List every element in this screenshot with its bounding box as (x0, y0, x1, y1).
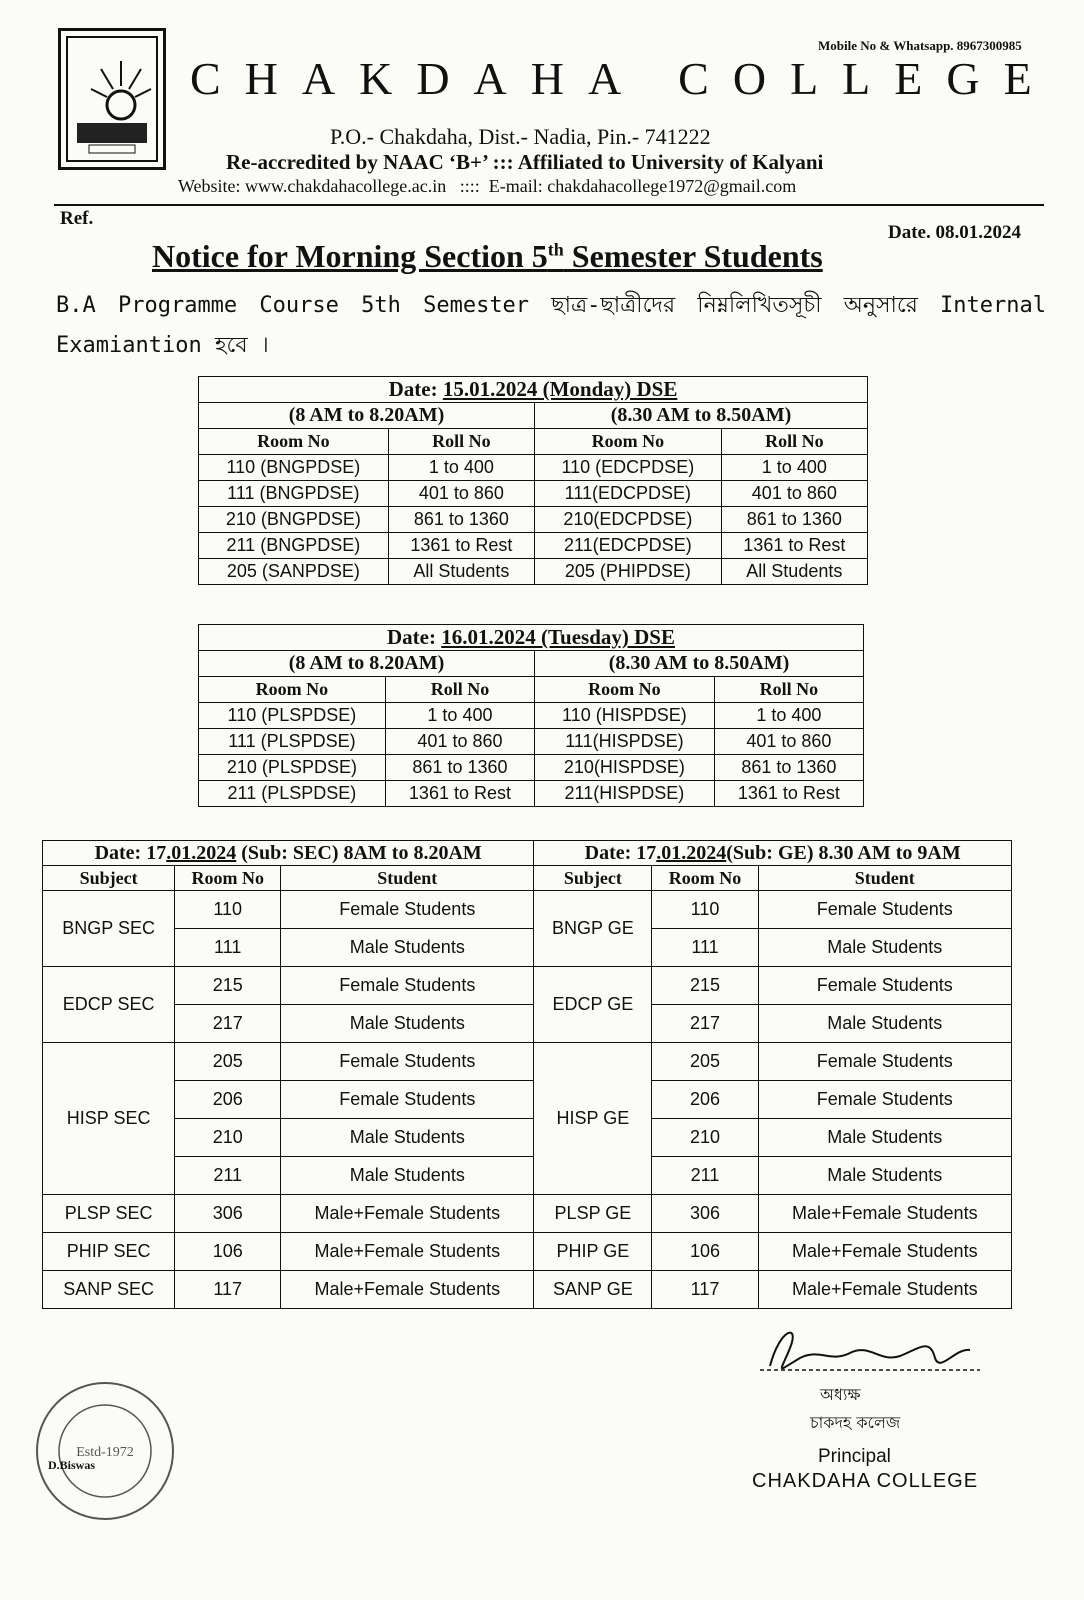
col-room: Room No (199, 677, 386, 703)
room-cell: 211 (175, 1157, 281, 1195)
room-cell: 111 (BNGPDSE) (199, 481, 389, 507)
table2-date: Date: 16.01.2024 (Tuesday) DSE (199, 625, 864, 651)
table-row (43, 1043, 1012, 1081)
room-cell: 111(EDCPDSE) (535, 481, 722, 507)
room-cell: 111 (PLSPDSE) (199, 729, 386, 755)
dse-table-2 (198, 624, 864, 807)
room-cell: 210 (PLSPDSE) (199, 755, 386, 781)
table-row (199, 481, 868, 507)
room-cell: 110 (652, 891, 758, 929)
roll-cell: 1361 to Rest (385, 781, 534, 807)
table-row (43, 1233, 1012, 1271)
room-cell: 306 (652, 1195, 758, 1233)
room-cell: 110 (PLSPDSE) (199, 703, 386, 729)
student-cell: Male Students (281, 1157, 534, 1195)
student-cell: Male Students (758, 1119, 1011, 1157)
roll-cell: All Students (721, 559, 867, 585)
room-cell: 206 (175, 1081, 281, 1119)
table-row (43, 1157, 1012, 1195)
roll-cell: 401 to 860 (385, 729, 534, 755)
ge-header: Date: 17.01.2024(Sub: GE) 8.30 AM to 9AM (534, 841, 1012, 866)
roll-cell: 401 to 860 (388, 481, 534, 507)
table-row (43, 891, 1012, 929)
principal-title-bengali: অধ্যক্ষ (820, 1385, 861, 1404)
dse-table-1 (198, 376, 868, 585)
room-cell: 117 (175, 1271, 281, 1309)
student-cell: Male+Female Students (758, 1195, 1011, 1233)
room-cell: 106 (652, 1233, 758, 1271)
student-cell: Male+Female Students (758, 1233, 1011, 1271)
room-cell: 205 (PHIPDSE) (535, 559, 722, 585)
sec-ge-table (42, 840, 1012, 1309)
subject-cell: EDCP GE (534, 967, 652, 1043)
roll-cell: 401 to 860 (721, 481, 867, 507)
table-row (43, 1081, 1012, 1119)
subject-cell: PHIP SEC (43, 1233, 175, 1271)
college-name-bengali: চাকদহ কলেজ (810, 1413, 901, 1432)
table-row (43, 1005, 1012, 1043)
subject-cell: HISP GE (534, 1043, 652, 1195)
table-row (43, 1271, 1012, 1309)
roll-cell: 861 to 1360 (388, 507, 534, 533)
col-room: Room No (535, 677, 715, 703)
subject-cell: SANP GE (534, 1271, 652, 1309)
stamp-signatory: D.Biswas (48, 1458, 96, 1472)
roll-cell: 861 to 1360 (721, 507, 867, 533)
room-cell: 111(HISPDSE) (535, 729, 715, 755)
student-cell: Female Students (281, 1081, 534, 1119)
student-cell: Male Students (281, 1119, 534, 1157)
col-roll: Roll No (385, 677, 534, 703)
table1-slot1: (8 AM to 8.20AM) (199, 403, 535, 429)
table-row (43, 1195, 1012, 1233)
email: E-mail: chakdahacollege1972@gmail.com (488, 176, 797, 196)
subject-cell: BNGP SEC (43, 891, 175, 967)
table-row (199, 533, 868, 559)
roll-cell: 1361 to Rest (714, 781, 863, 807)
roll-cell: 1 to 400 (388, 455, 534, 481)
room-cell: 211(EDCPDSE) (535, 533, 722, 559)
room-cell: 111 (652, 929, 758, 967)
table-row (199, 703, 864, 729)
principal-signature (760, 1318, 990, 1378)
student-cell: Male Students (281, 929, 534, 967)
student-cell: Female Students (758, 1081, 1011, 1119)
col-subject: Subject (534, 866, 652, 891)
roll-cell: 1361 to Rest (388, 533, 534, 559)
notice-date: Date. 08.01.2024 (888, 222, 1021, 243)
room-cell: 217 (175, 1005, 281, 1043)
room-cell: 211 (PLSPDSE) (199, 781, 386, 807)
room-cell: 205 (SANPDSE) (199, 559, 389, 585)
college-logo (58, 28, 166, 170)
table1-slot2: (8.30 AM to 8.50AM) (535, 403, 868, 429)
college-address: P.O.- Chakdaha, Dist.- Nadia, Pin.- 741222 (330, 124, 711, 149)
room-cell: 110 (HISPDSE) (535, 703, 715, 729)
student-cell: Male Students (281, 1005, 534, 1043)
svg-text:Estd-1972: Estd-1972 (76, 1445, 134, 1460)
principal-label: Principal (818, 1446, 891, 1467)
notice-title: Notice for Morning Section 5th Semester Students (152, 238, 823, 274)
signature-college: CHAKDAHA COLLEGE (752, 1470, 979, 1492)
subject-cell: PHIP GE (534, 1233, 652, 1271)
col-roll: Roll No (388, 429, 534, 455)
table-row (43, 967, 1012, 1005)
student-cell: Female Students (281, 1043, 534, 1081)
accreditation-line: Re-accredited by NAAC ‘B+’ ::: Affiliated to University of Kalyani (226, 150, 824, 174)
room-cell: 210(HISPDSE) (535, 755, 715, 781)
room-cell: 117 (652, 1271, 758, 1309)
table2-slot2: (8.30 AM to 8.50AM) (535, 651, 864, 677)
student-cell: Female Students (281, 891, 534, 929)
col-room: Room No (652, 866, 758, 891)
student-cell: Female Students (758, 967, 1011, 1005)
subject-cell: EDCP SEC (43, 967, 175, 1043)
student-cell: Male Students (758, 929, 1011, 967)
student-cell: Female Students (758, 891, 1011, 929)
student-cell: Male Students (758, 1157, 1011, 1195)
student-cell: Female Students (281, 967, 534, 1005)
contact-line (178, 176, 796, 197)
room-cell: 110 (175, 891, 281, 929)
room-cell: 205 (175, 1043, 281, 1081)
col-room: Room No (175, 866, 281, 891)
mobile-number: Mobile No & Whatsapp. 8967300985 (818, 38, 1022, 53)
col-student: Student (758, 866, 1011, 891)
student-cell: Male Students (758, 1005, 1011, 1043)
roll-cell: 861 to 1360 (385, 755, 534, 781)
room-cell: 210(EDCPDSE) (535, 507, 722, 533)
table-row (199, 781, 864, 807)
college-stamp (30, 1376, 180, 1526)
roll-cell: 1 to 400 (385, 703, 534, 729)
table-row (199, 755, 864, 781)
roll-cell: 861 to 1360 (714, 755, 863, 781)
room-cell: 215 (175, 967, 281, 1005)
col-room: Room No (535, 429, 722, 455)
room-cell: 110 (BNGPDSE) (199, 455, 389, 481)
subject-cell: SANP SEC (43, 1271, 175, 1309)
roll-cell: 1361 to Rest (721, 533, 867, 559)
table-row (199, 729, 864, 755)
subject-cell: PLSP GE (534, 1195, 652, 1233)
room-cell: 306 (175, 1195, 281, 1233)
room-cell: 210 (175, 1119, 281, 1157)
col-student: Student (281, 866, 534, 891)
roll-cell: All Students (388, 559, 534, 585)
subject-cell: PLSP SEC (43, 1195, 175, 1233)
col-roll: Roll No (714, 677, 863, 703)
table-row (199, 559, 868, 585)
room-cell: 205 (652, 1043, 758, 1081)
table2-slot1: (8 AM to 8.20AM) (199, 651, 535, 677)
col-subject: Subject (43, 866, 175, 891)
room-cell: 211(HISPDSE) (535, 781, 715, 807)
header-divider (54, 204, 1044, 206)
room-cell: 210 (BNGPDSE) (199, 507, 389, 533)
room-cell: 211 (BNGPDSE) (199, 533, 389, 559)
col-room: Room No (199, 429, 389, 455)
student-cell: Male+Female Students (281, 1271, 534, 1309)
table-row (43, 929, 1012, 967)
room-cell: 206 (652, 1081, 758, 1119)
website: Website: www.chakdahacollege.ac.in (178, 176, 447, 196)
table-row (199, 455, 868, 481)
subject-cell: HISP SEC (43, 1043, 175, 1195)
room-cell: 110 (EDCPDSE) (535, 455, 722, 481)
table1-date: Date: 15.01.2024 (Monday) DSE (199, 377, 868, 403)
room-cell: 217 (652, 1005, 758, 1043)
room-cell: 215 (652, 967, 758, 1005)
table-row (199, 507, 868, 533)
col-roll: Roll No (721, 429, 867, 455)
roll-cell: 1 to 400 (714, 703, 863, 729)
room-cell: 111 (175, 929, 281, 967)
ref-label: Ref. (60, 208, 94, 229)
student-cell: Female Students (758, 1043, 1011, 1081)
roll-cell: 1 to 400 (721, 455, 867, 481)
college-name: CHAKDAHA COLLEGE (190, 53, 1056, 104)
roll-cell: 401 to 860 (714, 729, 863, 755)
room-cell: 211 (652, 1157, 758, 1195)
student-cell: Male+Female Students (281, 1195, 534, 1233)
table-row (43, 1119, 1012, 1157)
student-cell: Male+Female Students (281, 1233, 534, 1271)
room-cell: 210 (652, 1119, 758, 1157)
room-cell: 106 (175, 1233, 281, 1271)
student-cell: Male+Female Students (758, 1271, 1011, 1309)
separator: :::: (459, 176, 480, 196)
subject-cell: BNGP GE (534, 891, 652, 967)
notice-intro: B.A Programme Course 5th Semester ছাত্র-ছাত্রীদের নিম্নলিখিতসূচী অনুসারে Internal Examiantion হবে । (56, 293, 1046, 358)
sec-header: Date: 17.01.2024 (Sub: SEC) 8AM to 8.20AM (43, 841, 534, 866)
